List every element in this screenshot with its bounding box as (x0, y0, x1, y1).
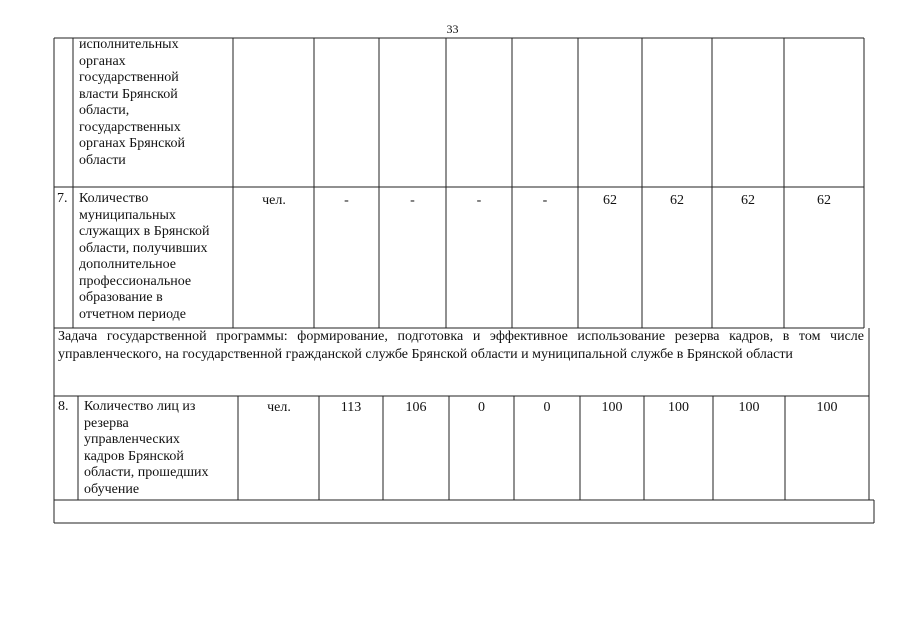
row-8-value: 113 (340, 400, 362, 415)
row-8-value: 100 (668, 400, 689, 415)
row-8-value: 100 (738, 400, 760, 415)
row-8-value: 106 (405, 400, 427, 415)
row-7-value: - (344, 193, 349, 208)
row-8-unit: чел. (267, 400, 291, 415)
row-8-value: 100 (816, 400, 838, 415)
row-7-number: 7. (57, 191, 68, 206)
row-8-number: 8. (58, 399, 69, 414)
row-8-value: 0 (478, 400, 485, 415)
row-7-value: 62 (741, 193, 755, 208)
row-8-indicator-name: Количество лиц из резерва управленческих кадров Брянской области, прошедших обучение (84, 399, 209, 497)
row-8-value: 0 (543, 400, 551, 415)
page-number: 33 (446, 22, 459, 36)
row-7-unit: чел. (262, 193, 286, 208)
task-heading: Задача государственной программы: формирование, подготовка и эффективное использование резерва кадров, в том числе управленческого, на государственной гражданской службе Брянской области и муниципальной службе в Брянской области (58, 329, 864, 362)
row-7-value: - (542, 193, 548, 208)
row-7-value: 62 (603, 193, 617, 208)
row-7-value: 62 (670, 193, 684, 208)
row-7-value: - (410, 193, 415, 208)
row-7-value: - (476, 193, 482, 208)
row-7-value: 62 (817, 193, 831, 208)
continuation-indicator-name: исполнительных органах государственной власти Брянской области, государственных органах Брянской области (79, 37, 185, 168)
row-8-value: 100 (601, 400, 623, 415)
row-7-indicator-name: Количество муниципальных служащих в Брянской области, получивших дополнительное профессиональное образование в отчетном периоде (79, 191, 210, 322)
